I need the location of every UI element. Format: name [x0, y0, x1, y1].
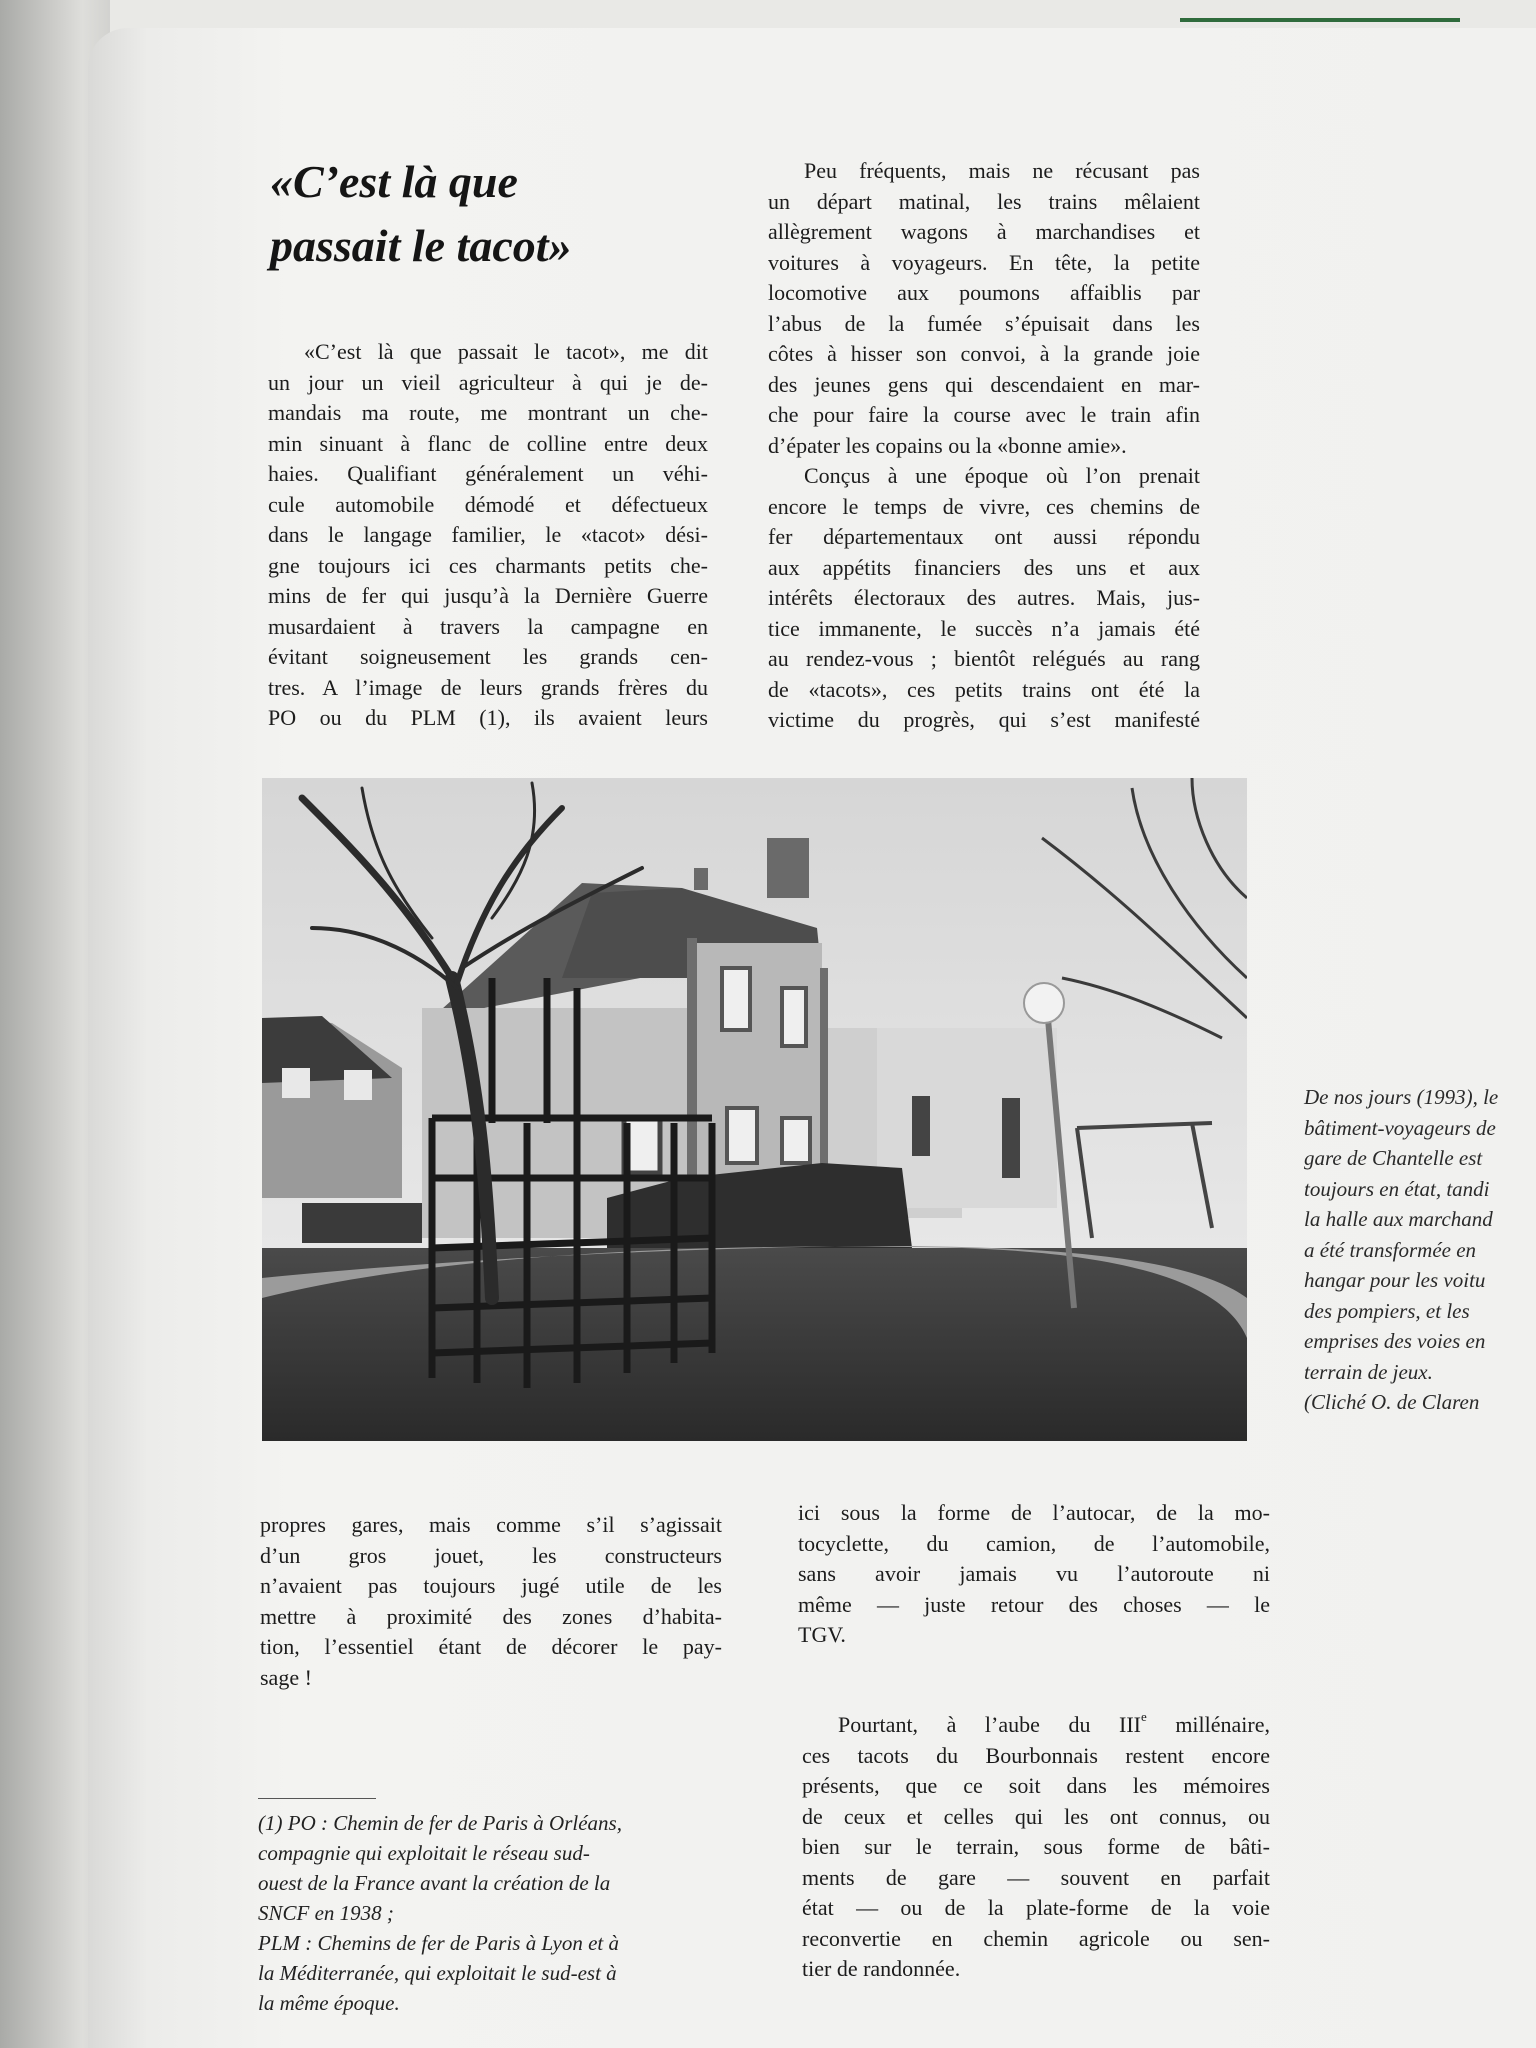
text-line: de «tacots», ces petits trains ont été la — [768, 676, 1200, 702]
caption-line: terrain de jeux. — [1304, 1359, 1433, 1384]
text-fragment: millénaire, — [1146, 1712, 1271, 1737]
text-line: ments de gare — souvent en parfait — [802, 1864, 1270, 1890]
column-gares — [260, 1510, 722, 1693]
text-line: fer départementaux ont aussi répondu — [768, 524, 1200, 549]
station-photo — [262, 778, 1247, 1441]
text-line: victime du progrès, qui s’est manifesté — [768, 707, 1200, 732]
text-line: d’un gros jouet, les constructeurs — [260, 1542, 722, 1568]
text-fragment: Pourtant, à l’aube du III — [838, 1712, 1141, 1737]
column-millenaire — [802, 1710, 1270, 1985]
caption-line: la halle aux marchand — [1304, 1207, 1493, 1231]
photo-caption — [1304, 1082, 1536, 1418]
text-line: évitant soigneusement les grands cen- — [268, 644, 708, 669]
text-line: min sinuant à flanc de colline entre deux — [268, 430, 708, 456]
text-line: ces tacots du Bourbonnais restent encore — [802, 1742, 1270, 1768]
text-line: mins de fer qui jusqu’à la Dernière Guerre — [268, 583, 708, 608]
text-line: che pour faire la course avec le train afin — [768, 402, 1200, 427]
caption-line: bâtiment-voyageurs de — [1304, 1115, 1496, 1140]
text-line: tion, l’essentiel étant de décorer le pay- — [260, 1634, 722, 1659]
caption-line: des pompiers, et les — [1304, 1298, 1470, 1323]
footnote-line: la même époque. — [258, 1991, 400, 2015]
text-line: gne toujours ici ces charmants petits che- — [268, 552, 708, 578]
text-line: dans le langage familier, le «tacot» dési- — [268, 522, 708, 547]
text-line: musardaient à travers la campagne en — [268, 613, 708, 639]
text-line: côtes à hisser son convoi, à la grande joie — [768, 341, 1200, 366]
text-line: tres. A l’image de leurs grands frères du — [268, 674, 708, 700]
caption-line: emprises des voies en — [1304, 1329, 1486, 1353]
text-line: encore le temps de vivre, ces chemins de — [768, 493, 1200, 519]
text-line: aux appétits financiers des uns et aux — [768, 554, 1200, 580]
text-line: ici sous la forme de l’autocar, de la mo- — [798, 1500, 1270, 1525]
text-line: propres gares, mais comme s’il s’agissait — [260, 1512, 722, 1537]
text-line: PO ou du PLM (1), ils avaient leurs — [268, 705, 708, 730]
title-line: passait le tacot» — [270, 220, 572, 271]
column-trains — [768, 156, 1200, 736]
text-line: un jour un vieil agriculteur à qui je de- — [268, 369, 708, 395]
caption-line: toujours en état, tandi — [1304, 1176, 1490, 1201]
text-line: l’abus de la fumée s’épuisait dans les — [768, 310, 1200, 336]
caption-line: (Cliché O. de Claren — [1304, 1390, 1480, 1414]
text-line: haies. Qualifiant généralement un véhi- — [268, 461, 708, 486]
text-line: «C’est là que passait le tacot», me dit — [304, 339, 708, 364]
caption-line: gare de Chantelle est — [1304, 1146, 1483, 1170]
title-line: «C’est là que — [270, 156, 518, 207]
text-line: de ceux et celles qui les ont connus, ou — [802, 1803, 1270, 1829]
text-line: cule automobile démodé et défectueux — [268, 491, 708, 517]
text-line: intérêts électoraux des autres. Mais, jus- — [768, 585, 1200, 610]
text-line: sage ! — [260, 1664, 312, 1690]
footnote-rule — [258, 1798, 376, 1799]
caption-line: De nos jours (1993), le — [1304, 1085, 1499, 1109]
text-line: sans avoir jamais vu l’autoroute ni — [798, 1561, 1270, 1586]
superscript: e — [1140, 1709, 1147, 1724]
text-line: TGV. — [798, 1622, 846, 1647]
text-line: locomotive aux poumons affaiblis par — [768, 280, 1200, 305]
text-line: tier de randonnée. — [802, 1956, 961, 1981]
text-line: allègrement wagons à marchandises et — [768, 219, 1200, 244]
footnote-line: PLM : Chemins de fer de Paris à Lyon et à — [258, 1931, 619, 1955]
footnote-line: SNCF en 1938 ; — [258, 1901, 394, 1925]
footnote-line: (1) PO : Chemin de fer de Paris à Orléans, — [258, 1811, 622, 1835]
text-line: présents, que ce soit dans les mémoires — [802, 1773, 1270, 1798]
caption-line: hangar pour les voitu — [1304, 1268, 1486, 1292]
text-line: n’avaient pas toujours jugé utile de les — [260, 1573, 722, 1598]
caption-line: a été transformée en — [1304, 1237, 1477, 1262]
text-line: tocyclette, du camion, de l’automobile, — [798, 1530, 1270, 1556]
footnote — [258, 1808, 728, 2018]
text-line: tice immanente, le succès n’a jamais été — [768, 615, 1200, 641]
text-line: bien sur le terrain, sous forme de bâti- — [802, 1834, 1270, 1859]
text-line — [802, 1710, 1270, 1741]
text-line: même — juste retour des choses — le — [798, 1591, 1270, 1617]
page-edge-green — [1180, 18, 1460, 22]
text-line: reconvertie en chemin agricole ou sen- — [802, 1925, 1270, 1951]
column-intro — [268, 337, 708, 734]
text-line: des jeunes gens qui descendaient en mar- — [768, 371, 1200, 397]
text-line: mettre à proximité des zones d’habita- — [260, 1603, 722, 1629]
text-line: un départ matinal, les trains mêlaient — [768, 188, 1200, 214]
footnote-line: compagnie qui exploitait le réseau sud- — [258, 1841, 590, 1865]
text-line: voitures à voyageurs. En tête, la petite — [768, 249, 1200, 275]
text-line: mandais ma route, me montrant un che- — [268, 400, 708, 425]
text-line: Peu fréquents, mais ne récusant pas — [804, 158, 1200, 183]
station-photo-graphic — [262, 778, 1247, 1441]
text-line: d’épater les copains ou la «bonne amie». — [768, 432, 1127, 458]
footnote-line: ouest de la France avant la création de la — [258, 1871, 611, 1895]
column-progres — [798, 1498, 1270, 1651]
text-line: au rendez-vous ; bientôt relégués au rang — [768, 646, 1200, 671]
footnote-line: la Méditerranée, qui exploitait le sud-est à — [258, 1961, 617, 1985]
text-line: Conçus à une époque où l’on prenait — [804, 463, 1200, 488]
text-line: état — ou de la plate-forme de la voie — [802, 1895, 1270, 1920]
article-title — [270, 150, 750, 278]
